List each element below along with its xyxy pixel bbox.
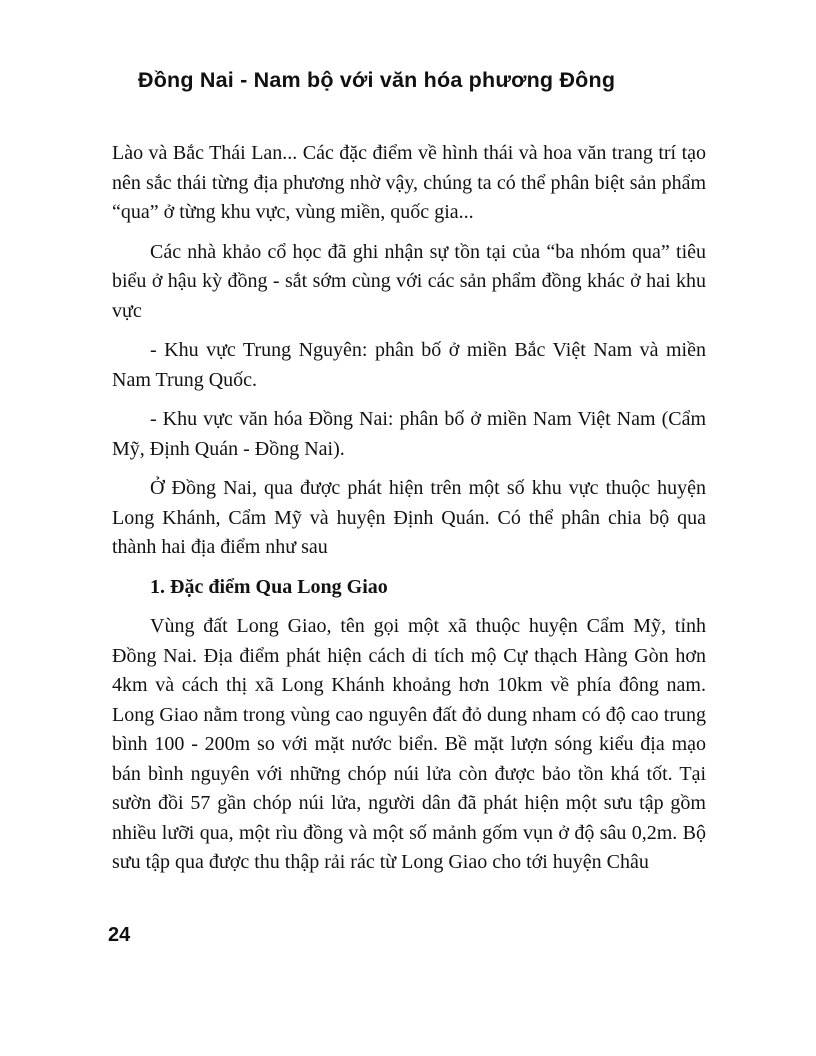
list-item-trung-nguyen: - Khu vực Trung Nguyên: phân bố ở miền Bắc Việt Nam và miền Nam Trung Quốc. [112,339,706,391]
paragraph: Các nhà khảo cổ học đã ghi nhận sự tồn tại của “ba nhóm qua” tiêu biểu ở hậu kỳ đồng - sắt sớm cùng với các sản phẩm đồng khác ở hai khu vực [112,240,706,322]
list-item-dong-nai: - Khu vực văn hóa Đồng Nai: phân bố ở miền Nam Việt Nam (Cẩm Mỹ, Định Quán - Đồng Nai). [112,408,706,460]
paragraph: Vùng đất Long Giao, tên gọi một xã thuộc huyện Cẩm Mỹ, tỉnh Đồng Nai. Địa điểm phát hiện cách di tích mộ Cự thạch Hàng Gòn hơn 4km và cách thị xã Long Khánh khoảng hơn 10km về phía đông nam. Long Giao nằm trong vùng cao nguyên đất đỏ dung nham có độ cao trung bình 100 - 200m so với mặt nước biển. Bề mặt lượn sóng kiểu địa mạo bán bình nguyên với những chóp núi lửa còn được bảo tồn khá tốt. Tại sườn đồi 57 gần chóp núi lửa, người dân đã phát hiện một sưu tập gồm nhiều lưỡi qua, một rìu đồng và một số mảnh gốm vụn ở độ sâu 0,2m. Bộ sưu tập qua được thu thập rải rác từ Long Giao cho tới huyện Châu [112,615,706,873]
paragraph: Ở Đồng Nai, qua được phát hiện trên một số khu vực thuộc huyện Long Khánh, Cẩm Mỹ và huyện Định Quán. Có thể phân chia bộ qua thành hai địa điểm như sau [112,477,706,558]
body-text-block [112,139,706,878]
paragraph-continuation: Lào và Bắc Thái Lan... Các đặc điểm về hình thái và hoa văn trang trí tạo nên sắc thái từng địa phương nhờ vậy, chúng ta có thể phân biệt sản phẩm “qua” ở từng khu vực, vùng miền, quốc gia... [112,142,706,223]
page-content [112,68,706,888]
section-heading-qua-long-giao: 1. Đặc điểm Qua Long Giao [150,575,388,598]
chapter-title: Đồng Nai - Nam bộ với văn hóa phương Đông [138,68,616,92]
page-number: 24 [108,924,131,946]
